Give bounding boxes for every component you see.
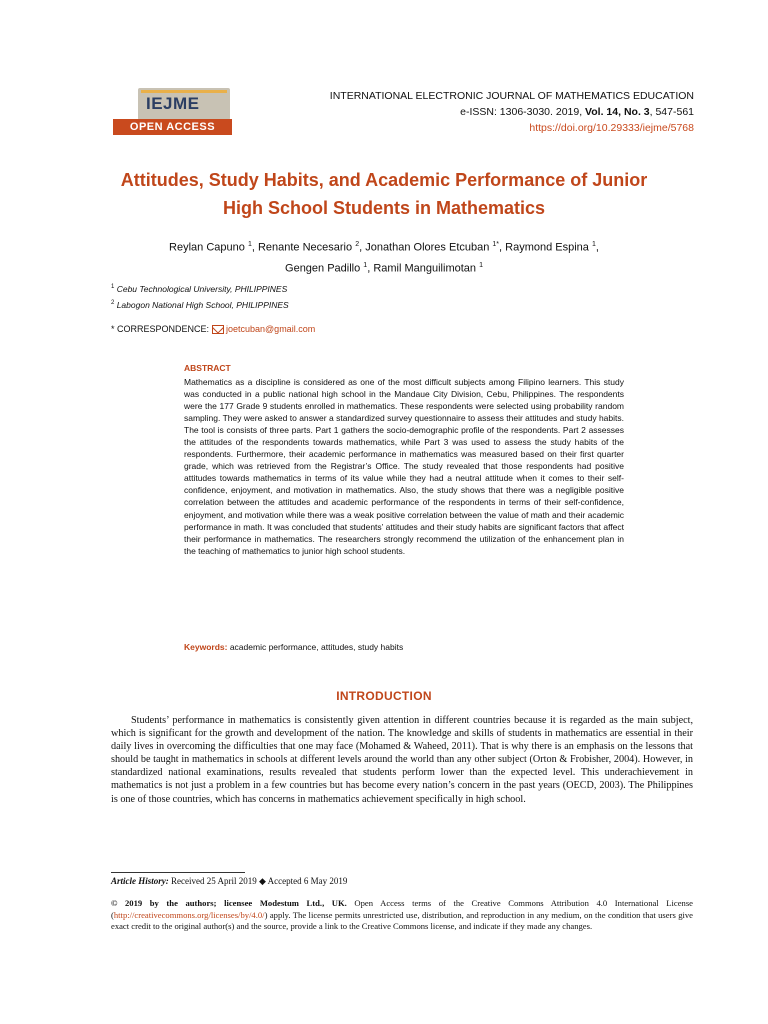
correspondence-label: * CORRESPONDENCE:: [111, 324, 210, 334]
keywords-text: academic performance, attitudes, study habits: [227, 642, 404, 652]
author-name: Gengen Padillo: [285, 262, 364, 275]
logo-stripe: [141, 90, 227, 93]
envelope-icon: [212, 325, 224, 334]
title-line-2: High School Students in Mathematics: [222, 198, 546, 218]
title-line-1: Attitudes, Study Habits, and Academic Performance of Junior: [120, 170, 648, 190]
issn-text: e-ISSN: 1306-3030. 2019,: [460, 106, 586, 118]
pages-text: , 547-561: [649, 106, 694, 118]
introduction-text: Students’ performance in mathematics is consistently given attention in different countries because it is regarded as the main subject, which is significant for the growth and development of the nation. The knowledge and skills of students in mathematics are essential in their daily lives in overcoming the difficulties that one may face (Mohamed & Waheed, 2011). That is why there is an emphasis on the lessons that should be taught in mathematics in schools at different levels around the world than any other subject (Orton & Frobisher, 2004). However, in standardized national examinations, results revealed that students perform lower than the expected level. This underachievement in mathematics is not just a problem in a few countries but has become every nation’s concern in the past years (OECD, 2003). The Philippines is one of those countries, which has concerns in mathematics achievement specifically in high school.: [111, 715, 693, 805]
author-affil-sup: 1: [479, 261, 483, 269]
affiliation-item: [111, 296, 289, 312]
author-name: , Jonathan Olores Etcuban: [359, 241, 493, 254]
article-history: [111, 876, 347, 887]
author-name: , Ramil Manguilimotan: [367, 262, 480, 275]
journal-issn: [330, 104, 694, 120]
license-text-end: ) apply. The license permits unrestricted use, distribution, and reproduction in any medium, on the condition that users give exact credit to the original author(s) and the source, provide a link to the Creative Commons license, and indicate if they made any changes.: [111, 909, 693, 931]
footer-divider: [111, 872, 245, 873]
volume-text: Vol. 14, No. 3: [585, 106, 650, 118]
author-affil-sup: 1: [591, 241, 596, 248]
abstract-heading: ABSTRACT: [184, 363, 231, 373]
license-link[interactable]: http://creativecommons.org/licenses/by/4.0/: [113, 909, 265, 920]
author-name: Reylan Capuno: [169, 241, 248, 254]
email-link[interactable]: joetcuban@gmail.com: [226, 324, 316, 334]
author-name: , Raymond Espina: [499, 241, 592, 254]
paper-title: [80, 166, 688, 222]
open-access-badge: OPEN ACCESS: [113, 119, 232, 135]
affiliation-text: Labogon National High School, PHILIPPINES: [114, 299, 289, 310]
doi-link[interactable]: https://doi.org/10.29333/iejme/5768: [529, 122, 694, 134]
author-affil-sup: 1*: [492, 241, 500, 248]
author-line-2: [90, 257, 678, 278]
author-name: , Renante Necesario: [251, 241, 356, 254]
affiliation-sup: 2: [111, 299, 115, 306]
abstract-text: Mathematics as a discipline is considered as one of the most difficult subjects among Filipino learners. This study was conducted in a public national high school in the Mandaue City Division, Cebu, Philippines. The respondents were the 177 Grade 9 students enrolled in mathematics. These respondents were selected using probability random sampling. They were asked to answer a standardized survey questionnaire to assess their attitudes and study habits. The tool is consists of three parts. Part 1 gathers the socio-demographic profile of the respondents. Part 2 assesses the attitudes of the respondents towards mathematics, while Part 3 was used to assess the study habits of the respondents. Furthermore, their academic performance in mathematics was measured based on their first quarter grade, which was retrieved from the Registrar’s Office. The study revealed that those respondents had positive attitudes towards mathematics in terms of its value while they had a neutral attitude when it comes to their self-confidence, enjoyment, and motivation in mathematics. Also, the study shows that there was a negligible positive correlation between the attitudes and academic performance of the respondents in terms of their self-confidence, enjoyment, and motivation while there was a weak positive correlation between the value of math and their academic performance in math. It was concluded that students’ attitudes and their study habits are significant factors that affect their performance in mathematics. The researchers strongly recommend the utilization of the enhancement plan in the teaching of mathematics to junior high school students.: [184, 377, 624, 556]
author-separator: ,: [595, 241, 599, 254]
correspondence: [111, 324, 315, 334]
affiliation-text: Cebu Technological University, PHILIPPINES: [114, 283, 288, 294]
author-affil-sup: 1: [363, 261, 368, 269]
journal-logo: [138, 88, 230, 120]
affiliation-sup: 1: [111, 284, 115, 290]
license-notice: [111, 898, 693, 933]
journal-name: INTERNATIONAL ELECTRONIC JOURNAL OF MATHEMATICS EDUCATION: [329, 90, 694, 102]
license-copyright: © 2019 by the authors; licensee Modestum Ltd., UK.: [111, 898, 347, 908]
author-affil-sup: 1: [247, 241, 252, 248]
affiliation-item: [111, 280, 289, 296]
logo-text: IEJME: [146, 94, 200, 113]
author-line-1: [90, 236, 678, 257]
journal-info: [330, 88, 694, 136]
introduction-heading: INTRODUCTION: [336, 689, 432, 703]
keywords: [184, 642, 403, 652]
history-text: Received 25 April 2019 ◆ Accepted 6 May 2019: [168, 876, 348, 886]
license-text: Open Access terms of the Creative Commons Attribution 4.0 International License (: [111, 898, 693, 920]
history-label: Article History:: [111, 876, 169, 886]
keywords-label: Keywords:: [184, 642, 228, 652]
author-list: [90, 236, 678, 277]
author-affil-sup: 2: [355, 241, 360, 248]
affiliations: [111, 280, 289, 312]
